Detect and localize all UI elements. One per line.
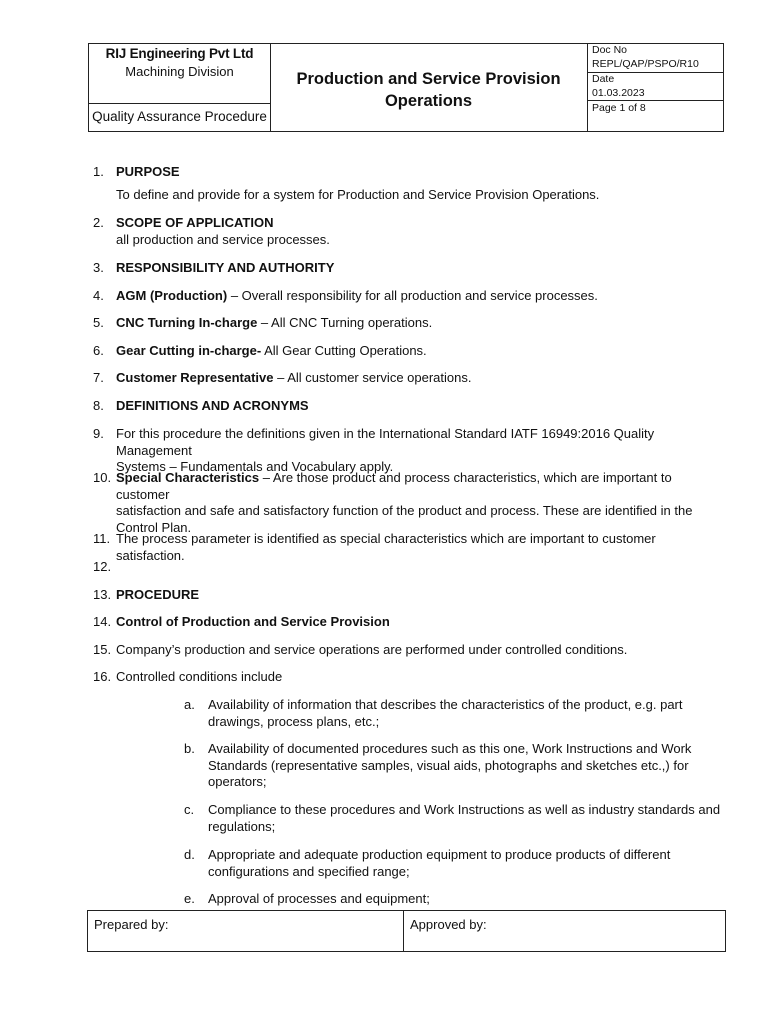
role-title: Customer Representative [116,370,274,385]
header-divider [587,100,723,101]
paragraph-line: Availability of documented procedures such as this one, Work Instructions and Work [208,741,692,756]
section-heading: DEFINITIONS AND ACRONYMS [116,398,309,413]
section-heading: SCOPE OF APPLICATION [116,215,274,230]
item-number: 2. [93,215,104,230]
role-title: CNC Turning In-charge [116,315,258,330]
header-divider [587,44,588,131]
item-number: 8. [93,398,104,413]
procedure-type: Quality Assurance Procedure [92,109,267,124]
item-number: 4. [93,288,104,303]
page-number: Page 1 of 8 [592,102,646,114]
section-heading: RESPONSIBILITY AND AUTHORITY [116,260,335,275]
sub-item-letter: c. [184,802,195,817]
sub-item-letter: a. [184,697,195,712]
item-number: 16. [93,669,112,684]
role-description: – All CNC Turning operations. [257,315,433,330]
item-number: 6. [93,343,104,358]
role-description: – All customer service operations. [273,370,472,385]
term-title: Special Characteristics [116,470,260,485]
paragraph-line: satisfaction and safe and satisfactory function of the product and process. These are identified in the [116,503,693,518]
paragraph-line: Availability of information that describes the characteristics of the product, e.g. part [208,697,683,712]
paragraph-line: operators; [208,774,267,789]
paragraph-line: Company’s production and service operations are performed under controlled conditions. [116,642,628,657]
role-title: Gear Cutting in-charge- [116,343,262,358]
date-label: Date [592,73,615,85]
item-number: 13. [93,587,112,602]
document-title-line: Operations [384,92,473,110]
item-number: 1. [93,164,104,179]
document-title-line: Production and Service Provision [296,70,561,88]
role-description: All Gear Cutting Operations. [261,343,427,358]
document-title [270,68,587,112]
section-body: all production and service processes. [116,231,330,247]
sub-item-letter: e. [184,891,195,906]
item-number: 7. [93,370,104,385]
paragraph-line: configurations and specified range; [208,863,410,879]
signoff-table [87,910,726,952]
paragraph-line: For this procedure the definitions given in the International Standard IATF 16949:2016 Quality Management [116,426,655,458]
doc-no-label: Doc No [592,44,628,56]
item-number: 5. [93,315,104,330]
section-body: To define and provide for a system for Production and Service Provision Operations. [116,186,600,202]
company-name: RIJ Engineering Pvt Ltd [105,46,254,61]
term-definition: – Are those product and process characteristics, which are important to customer [116,470,672,502]
paragraph-line: Controlled conditions include [116,669,283,684]
approved-by-label: Approved by: [410,917,487,932]
paragraph-line: The process parameter is identified as special characteristics which are important to customer satisfaction. [116,531,656,563]
prepared-by-label: Prepared by: [94,917,169,932]
paragraph-line: Control Plan. [116,519,192,535]
paragraph-line: Standards (representative samples, visual aids, photographs and sketches etc.,) for [208,757,689,773]
section-heading: Control of Production and Service Provision [116,614,390,629]
sub-item-letter: b. [184,741,195,756]
item-number: 12. [93,559,112,574]
paragraph-line: Compliance to these procedures and Work Instructions as well as industry standards and [208,802,721,817]
paragraph-line: Appropriate and adequate production equipment to produce products of different [208,847,671,862]
item-number: 9. [93,426,104,441]
paragraph-line: Approval of processes and equipment; [208,891,430,906]
sub-item-letter: d. [184,847,195,862]
item-number: 15. [93,642,112,657]
document-header-table [88,43,724,132]
doc-no-value: REPL/QAP/PSPO/R10 [592,58,699,70]
item-number: 10. [93,470,112,485]
header-divider [89,103,270,104]
date-value: 01.03.2023 [592,87,645,99]
item-number: 14. [93,614,112,629]
role-title: AGM (Production) [116,288,228,303]
division-name: Machining Division [125,64,234,79]
section-heading: PURPOSE [116,164,180,179]
item-number: 3. [93,260,104,275]
section-heading: PROCEDURE [116,587,200,602]
item-number: 11. [93,531,111,546]
paragraph-line: regulations; [208,818,276,834]
role-description: – Overall responsibility for all production and service processes. [227,288,598,303]
paragraph-line: Systems – Fundamentals and Vocabulary apply. [116,459,394,474]
paragraph-line: drawings, process plans, etc.; [208,713,380,729]
signoff-divider [403,911,404,951]
